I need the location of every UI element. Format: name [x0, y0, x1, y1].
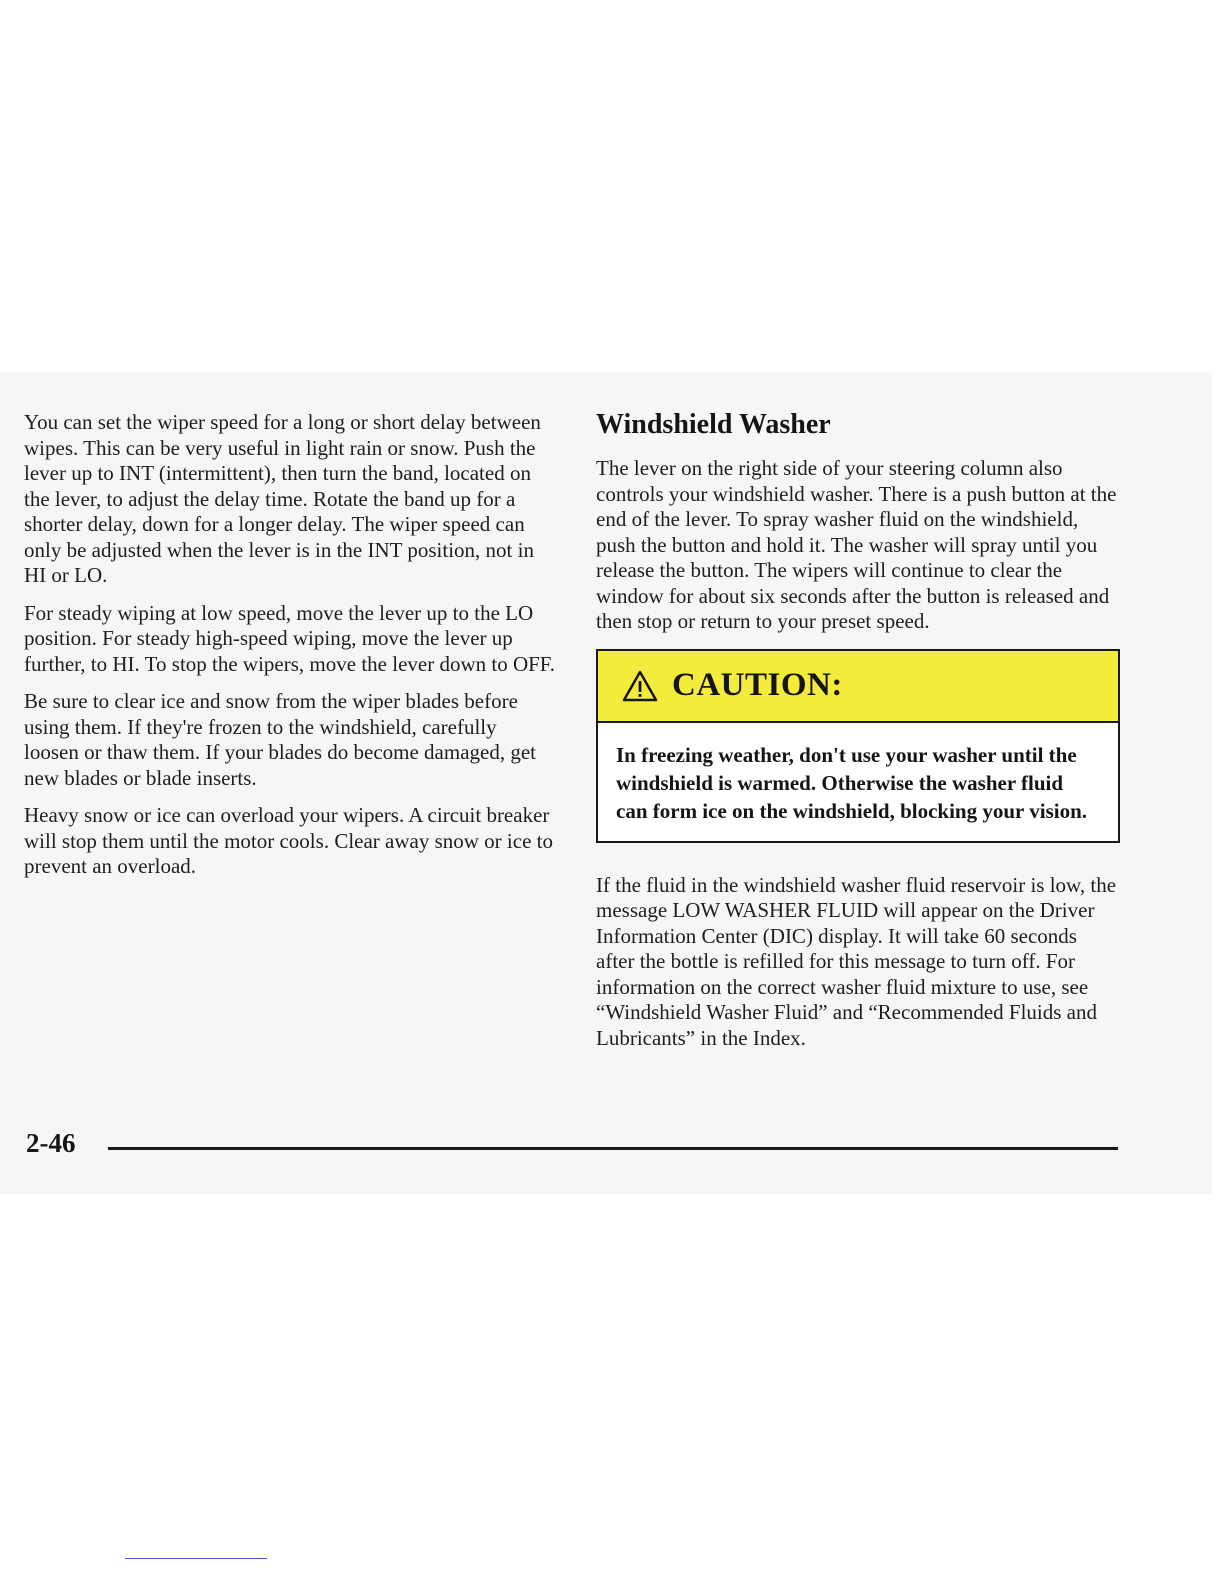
caution-header	[598, 651, 1118, 723]
wiper-blades-paragraph: Be sure to clear ice and snow from the wiper blades before using them. If they're frozen to the windshield, carefully loosen or thaw them. If your blades do become damaged, get new blades or blade inserts.	[24, 689, 537, 790]
washer-fluid-paragraph: If the fluid in the windshield washer fluid reservoir is low, the message LOW WASHER FLUID will appear on the Driver Information Center (DIC) display. It will take 60 seconds after the bottle is refilled for this message to turn off. For information on the correct washer fluid mixture to use, see “Windshield Washer Fluid” and “Recommended Fluids and Lubricants” in the Index.	[596, 872, 1117, 1050]
page-number: 2-46	[26, 1128, 76, 1158]
caution-text: In freezing weather, don't use your washer until the windshield is warmed. Otherwise the washer fluid can form ice on the windshield, blocking your vision.	[616, 742, 1088, 823]
warning-triangle-icon	[622, 670, 658, 702]
caution-title: CAUTION:	[672, 667, 843, 703]
caution-box	[596, 649, 1120, 843]
right-column	[596, 408, 1120, 1063]
left-column	[24, 410, 556, 892]
wiper-overload-paragraph: Heavy snow or ice can overload your wipers. A circuit breaker will stop them until the motor cools. Clear away snow or ice to prevent an overload.	[24, 803, 553, 878]
wiper-delay-paragraph: You can set the wiper speed for a long or short delay between wipes. This can be very useful in light rain or snow. Push the lever up to INT (intermittent), then turn the band, located on the lever, to adjust the delay time. Rotate the band up for a shorter delay, down for a longer delay. The wiper speed can only be adjusted when the lever is in the INT position, not in HI or LO.	[24, 410, 541, 587]
washer-intro-paragraph: The lever on the right side of your steering column also controls your windshield washer. There is a push button at the end of the lever. To spray washer fluid on the windshield, push the button and hold it. The washer will spray until you release the button. The wipers will continue to clear the window for about six seconds after the button is released and then stop or return to your preset speed.	[596, 456, 1117, 633]
wiper-speed-paragraph: For steady wiping at low speed, move the lever up to the LO position. For steady high-speed wiping, move the lever up further, to HI. To stop the wipers, move the lever down to OFF.	[24, 600, 556, 676]
bottom-underline	[125, 1558, 267, 1559]
section-heading: Windshield Washer	[596, 409, 831, 440]
footer-rule	[108, 1147, 1118, 1150]
